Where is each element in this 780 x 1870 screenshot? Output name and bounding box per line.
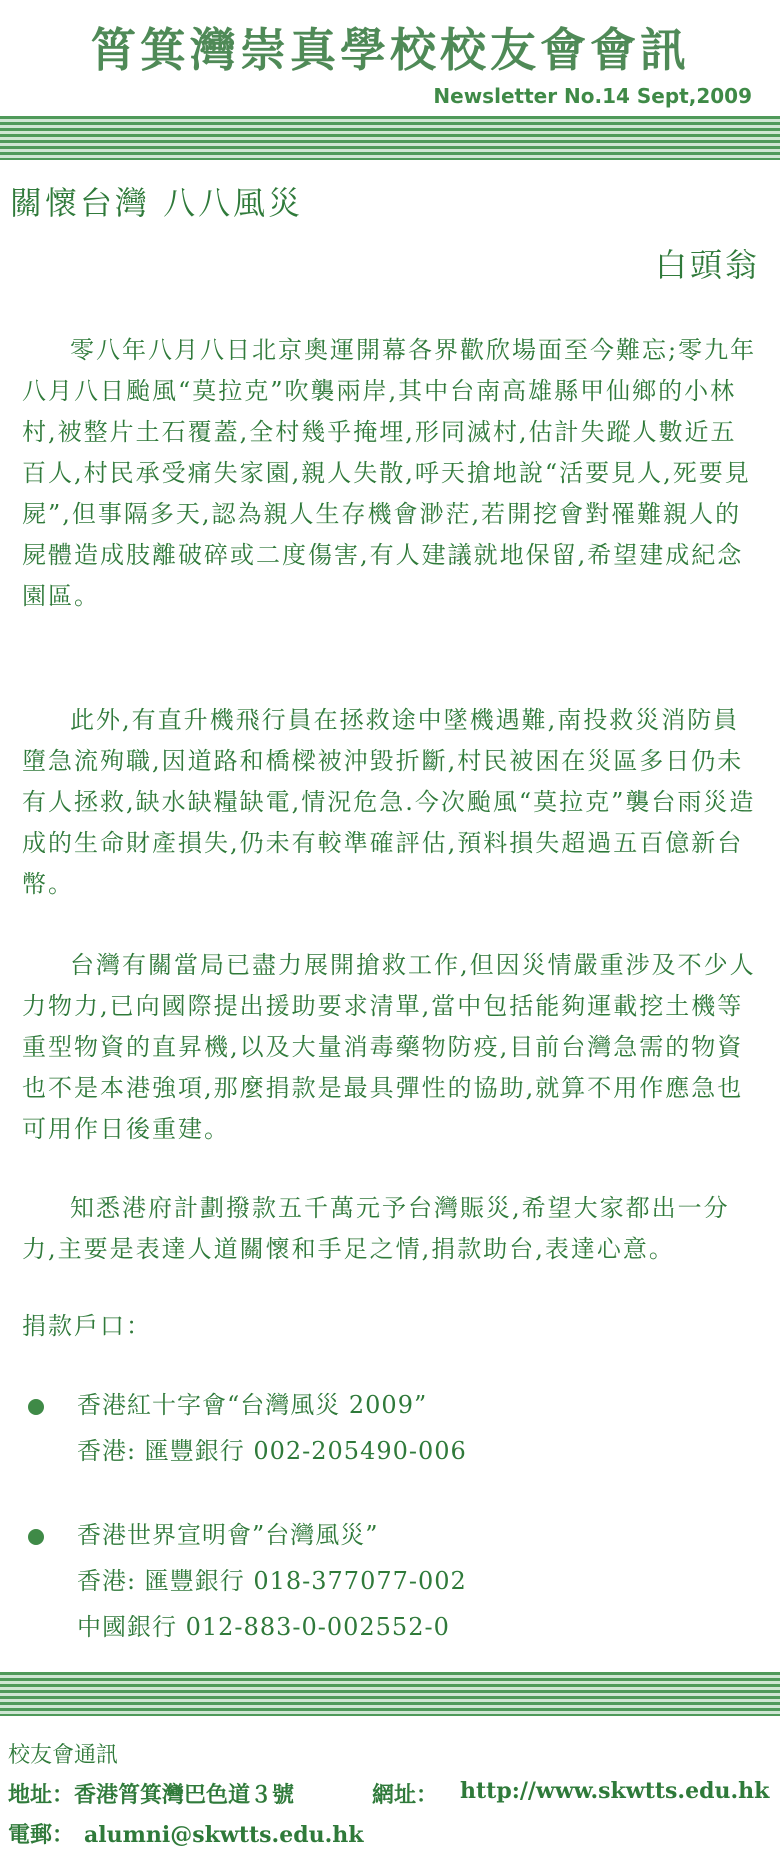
article-author: 白頭翁	[654, 246, 760, 284]
article-title: 關懷台灣 八八風災	[10, 184, 304, 222]
donation-account: 香港: 匯豐銀行 002-205490-006	[77, 1437, 467, 1465]
donation-account: 中國銀行 012-883-0-002552-0	[77, 1613, 450, 1641]
donation-account: 香港: 匯豐銀行 018-377077-002	[77, 1567, 467, 1595]
donation-org: 香港世界宣明會”台灣風災”	[77, 1521, 379, 1549]
footer-website-link[interactable]: http://www.skwtts.edu.hk	[460, 1778, 770, 1804]
article-paragraph-4: 知悉港府計劃撥款五千萬元予台灣賑災,希望大家都出一分力,主要是表達人道關懷和手足之情,捐款助台,表達心意。	[22, 1194, 730, 1263]
footer-title: 校友會通訊	[8, 1743, 119, 1768]
header-stripe-divider	[0, 116, 780, 160]
donation-heading: 捐款戶口：	[22, 1312, 152, 1340]
footer-address: 地址：香港筲箕灣巴色道３號	[8, 1782, 295, 1808]
article-paragraph-2: 此外,有直升機飛行員在拯救途中墜機遇難,南投救災消防員墮急流殉職,因道路和橋樑被沖毀折斷,村民被困在災區多日仍未有人拯救,缺水缺糧缺電,情況危急.今次颱風“莫拉克”襲台雨災造成的生命財產損失,仍未有較準確評估,預料損失超過五百億新台幣。	[22, 706, 756, 898]
footer-email	[8, 1818, 363, 1849]
donation-org: 香港紅十字會“台灣風災 2009”	[77, 1391, 428, 1419]
article-paragraph-1: 零八年八月八日北京奧運開幕各界歡欣場面至今難忘;零九年八月八日颱風“莫拉克”吹襲兩岸,其中台南高雄縣甲仙鄉的小林村,被整片土石覆蓋,全村幾乎掩埋,形同滅村,估計失蹤人數近五百人,村民承受痛失家園,親人失散,呼天搶地說“活要見人,死要見屍”,但事隔多天,認為親人生存機會渺茫,若開挖會對罹難親人的屍體造成肢離破碎或二度傷害,有人建議就地保留,希望建成紀念園區。	[22, 336, 757, 610]
newsletter-issue: Newsletter No.14 Sept,2009	[433, 84, 752, 108]
footer-email-link[interactable]: alumni@skwtts.edu.hk	[84, 1822, 364, 1848]
bullet-icon	[28, 1529, 44, 1545]
bullet-icon	[28, 1399, 44, 1415]
footer-stripe-divider	[0, 1672, 780, 1716]
article-paragraph-3: 台灣有關當局已盡力展開搶救工作,但因災情嚴重涉及不少人力物力,已向國際提出援助要求清單,當中包括能夠運載挖土機等重型物資的直昇機,以及大量消毒藥物防疫,目前台灣急需的物資也不是本港強項,那麼捐款是最具彈性的協助,就算不用作應急也可用作日後重建。	[22, 951, 756, 1143]
newsletter-title: 筲箕灣崇真學校校友會會訊	[90, 23, 690, 77]
footer-email-label: 電郵：	[8, 1822, 75, 1848]
footer-website-label: 網址：	[372, 1782, 439, 1808]
